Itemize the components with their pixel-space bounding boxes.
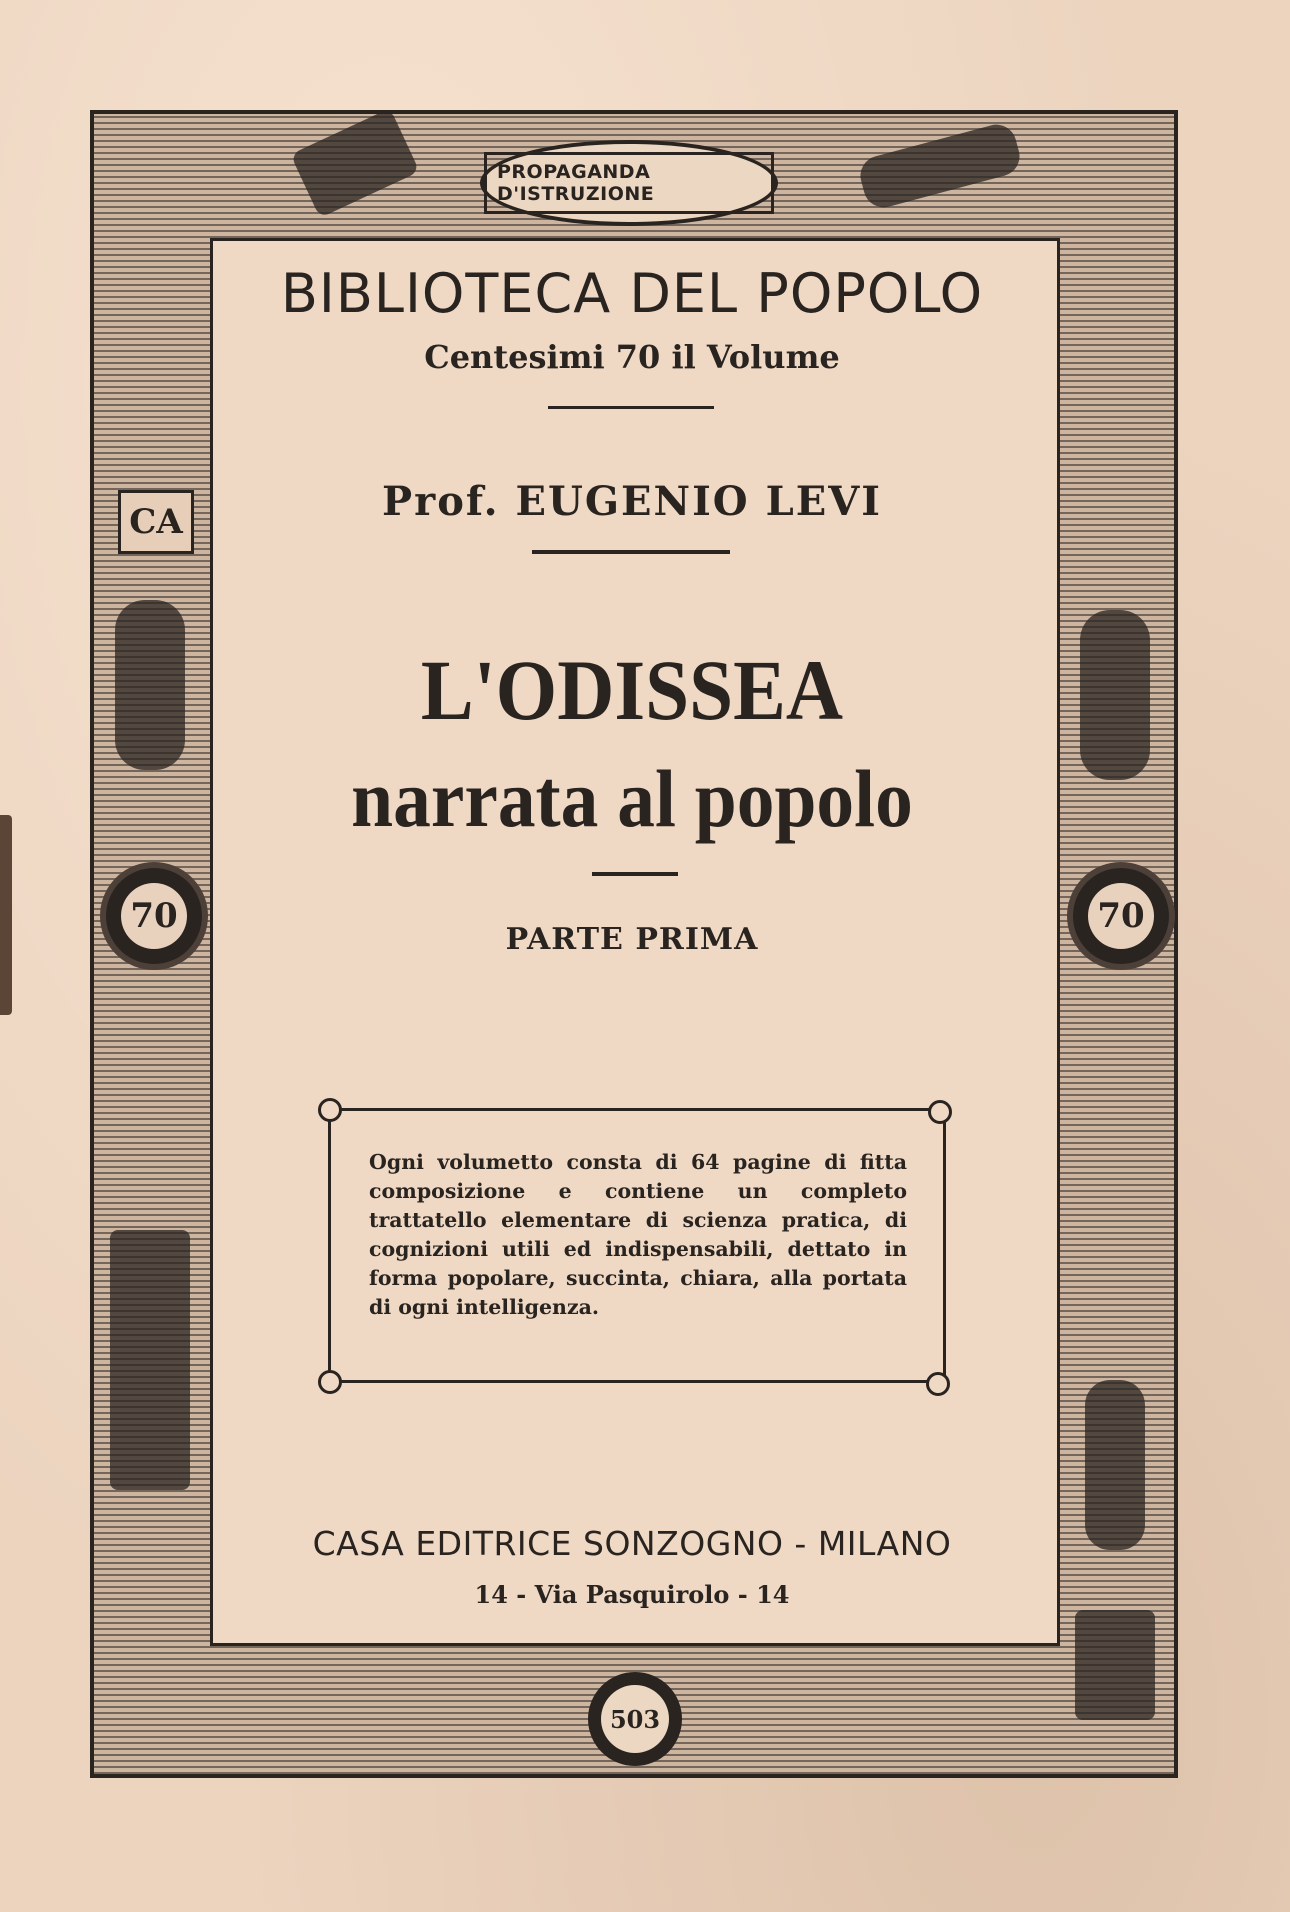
- series-price: Centesimi 70 il Volume: [424, 338, 840, 376]
- price-medal-right: [1067, 862, 1175, 970]
- publisher-logo-text: CA: [129, 502, 183, 542]
- divider-rule: [548, 406, 714, 409]
- volume-number-medal: [588, 1672, 682, 1766]
- price-medal-left: [100, 862, 208, 970]
- notice-corner-ring: [318, 1098, 342, 1122]
- publisher-logo: [118, 490, 194, 554]
- border-ornament-left-tools: [110, 1230, 190, 1490]
- volume-number: 503: [601, 1685, 669, 1753]
- divider-rule: [532, 550, 730, 554]
- part-label: PARTE PRIMA: [505, 922, 759, 957]
- publisher-address: 14 - Via Pasquirolo - 14: [474, 1580, 790, 1609]
- border-ornament-left-figure: [115, 600, 185, 770]
- series-title: BIBLIOTECA DEL POPOLO: [280, 262, 984, 325]
- author-name: Prof. EUGENIO LEVI: [382, 478, 882, 525]
- notice-box: [328, 1110, 946, 1382]
- price-medal-left-value: 70: [121, 883, 187, 949]
- notice-corner-ring: [318, 1370, 342, 1394]
- border-ornament-right-vase: [1085, 1380, 1145, 1550]
- border-ornament-bottom-right-shield: [1075, 1610, 1155, 1720]
- propaganda-badge-text: PROPAGANDA D'ISTRUZIONE: [484, 152, 774, 214]
- book-title: L'ODISSEA: [420, 642, 844, 738]
- notice-corner-ring: [926, 1372, 950, 1396]
- notice-corner-ring: [928, 1100, 952, 1124]
- book-subtitle: narrata al popolo: [351, 753, 913, 844]
- border-ornament-right-figure: [1080, 610, 1150, 780]
- spine-binding: [0, 815, 12, 1015]
- divider-rule: [592, 872, 678, 876]
- publisher-name: CASA EDITRICE SONZOGNO - MILANO: [312, 1524, 952, 1563]
- notice-text: Ogni volumetto consta di 64 pagine di fitta composizione e contiene un completo trattatello elementare di scienza pratica, di cognizioni utili ed indispensabili, dettato in forma popolare, succinta, chiara, alla portata di ogni intelligenza.: [369, 1150, 907, 1319]
- price-medal-right-value: 70: [1088, 883, 1154, 949]
- propaganda-badge: [480, 140, 778, 226]
